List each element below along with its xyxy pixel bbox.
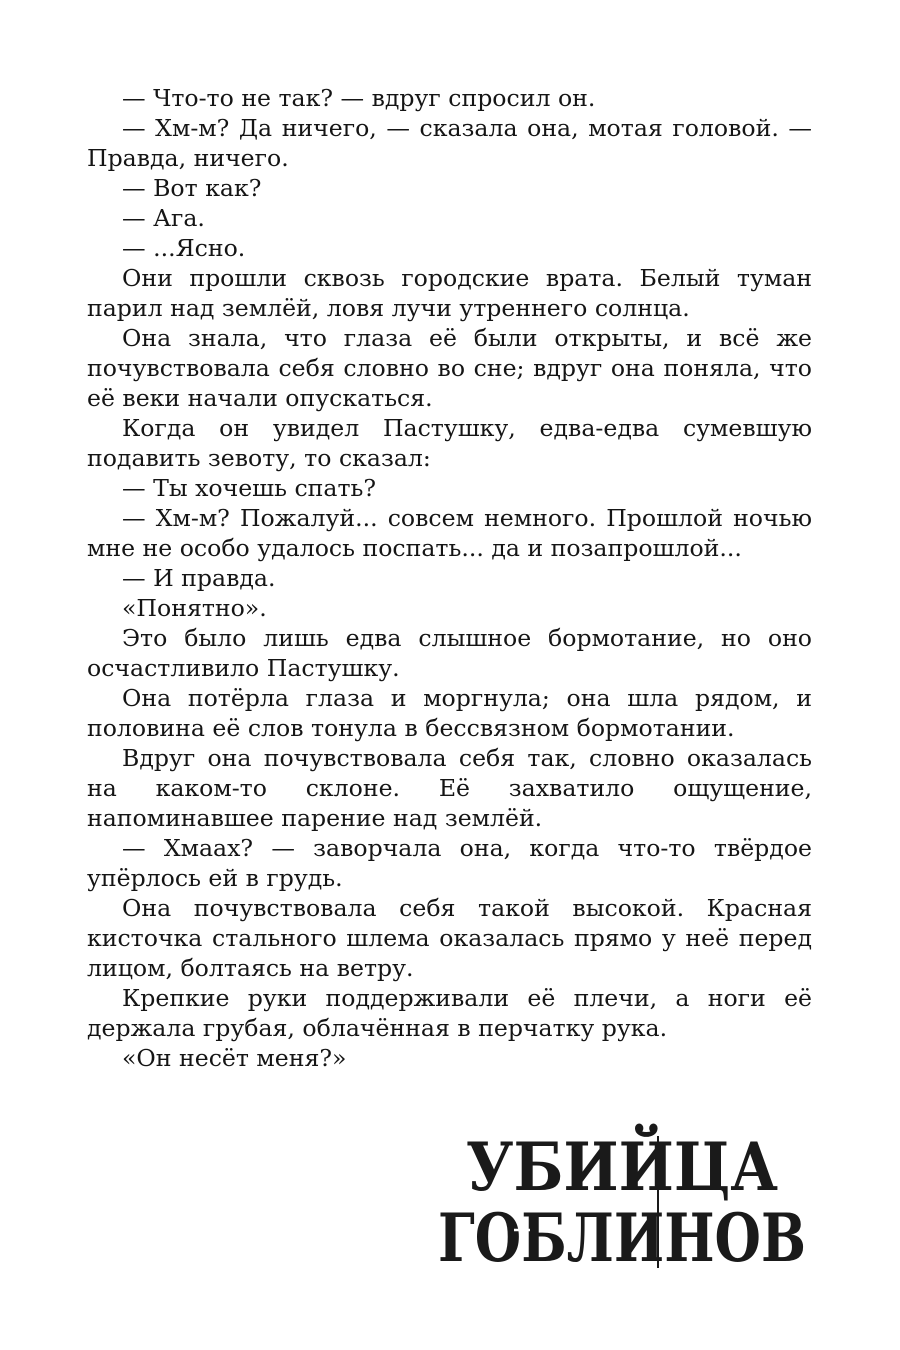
paragraph: Крепкие руки поддерживали её плечи, а ноги её держала грубая, облачённая в перчатку рука.	[87, 984, 812, 1042]
logo-graphic	[432, 1126, 819, 1277]
paragraph: — Вот как?	[122, 174, 262, 202]
paragraph: Она знала, что глаза её были открыты, и всё же почувствовала себя словно во сне; вдруг она поняла, что её веки начали опускаться.	[87, 324, 812, 412]
logo-line-1: УБИЙЦА	[466, 1128, 819, 1206]
paragraph: Она потёрла глаза и моргнула; она шла рядом, и половина её слов тонула в бессвязном бормотании.	[87, 684, 812, 742]
logo-line-2: ГОБЛИНОВ	[438, 1199, 806, 1277]
paragraph: — И правда.	[122, 564, 276, 592]
paragraph: — Что-то не так? — вдруг спросил он.	[122, 84, 596, 112]
paragraph: — Хм-м? Пожалуй... совсем немного. Прошлой ночью мне не особо удалось поспать... да и позапрошлой...	[87, 504, 812, 562]
paragraph: — Хм-м? Да ничего, — сказала она, мотая головой. — Правда, ничего.	[87, 114, 812, 172]
paragraph: — Хмаах? — заворчала она, когда что-то твёрдое упёрлось ей в грудь.	[87, 834, 812, 892]
paragraph: — Ага.	[122, 204, 205, 232]
page-text	[87, 83, 812, 1073]
paragraph: — ...Ясно.	[122, 234, 246, 262]
paragraph: «Понятно».	[122, 594, 267, 622]
paragraph: «Он несёт меня?»	[122, 1044, 347, 1072]
paragraph: Это было лишь едва слышное бормотание, но оно осчастливило Пастушку.	[87, 624, 812, 682]
paragraph: — Ты хочешь спать?	[122, 474, 377, 502]
paragraph: Когда он увидел Пастушку, едва-едва сумевшую подавить зевоту, то сказал:	[87, 414, 812, 472]
paragraph: Она почувствовала себя такой высокой. Красная кисточка стального шлема оказалась прямо у неё перед лицом, болтаясь на ветру.	[87, 894, 812, 982]
series-logo	[432, 1126, 819, 1277]
paragraph: Вдруг она почувствовала себя так, словно оказалась на каком-то склоне. Её захватило ощущение, напоминавшее парение над землёй.	[87, 744, 812, 832]
paragraph: Они прошли сквозь городские врата. Белый туман парил над землёй, ловя лучи утреннего солнца.	[87, 264, 812, 322]
